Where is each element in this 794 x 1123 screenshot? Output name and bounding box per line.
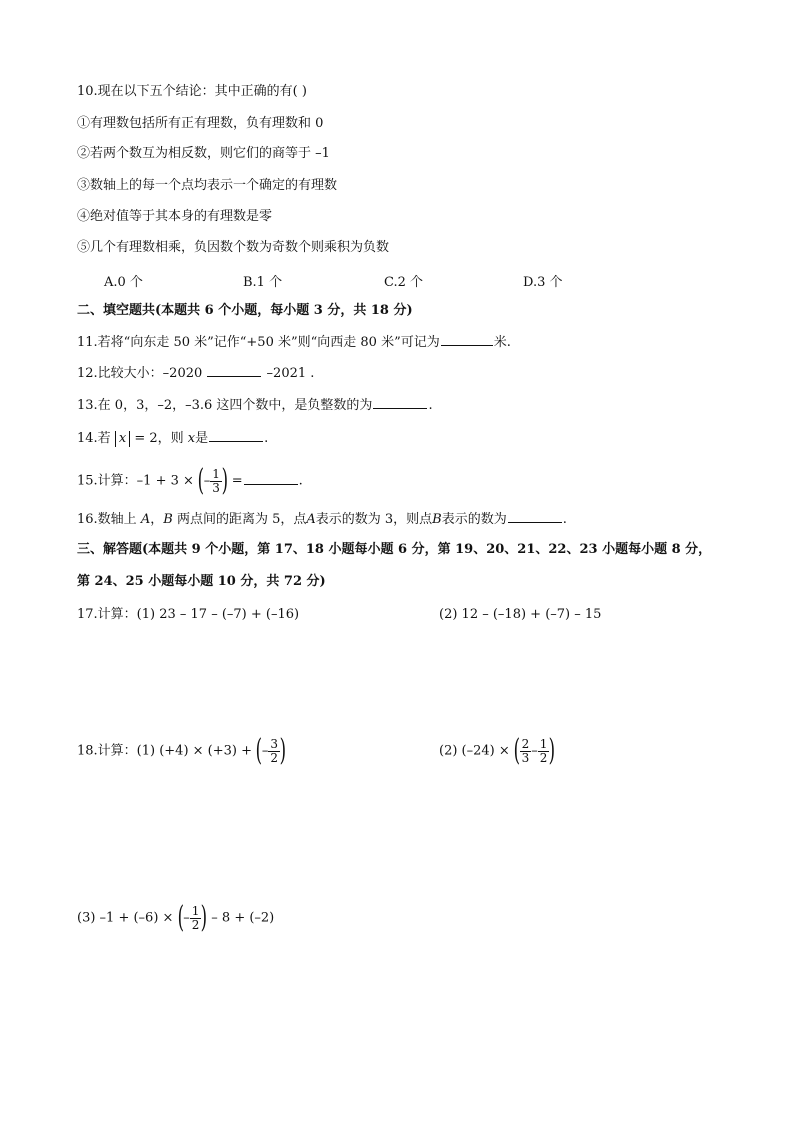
q11-text: 11.若将“向东走 50 米”记作“+50 米”则“向西走 80 米”可记为: [77, 335, 440, 350]
q13: [77, 396, 433, 415]
q18-1-numerator: 3: [270, 736, 279, 751]
q14-is: 是: [195, 431, 209, 446]
q17-part1: 17.计算：(1) 23 – 17 – (–7) + (–16): [77, 607, 300, 622]
q16-answer-blank[interactable]: [508, 510, 562, 523]
q11-unit: 米.: [493, 335, 511, 350]
q11-answer-blank[interactable]: [441, 333, 493, 346]
q15: [77, 463, 303, 498]
q10-statement-1: ①有理数包括所有正有理数，负有理数和 0: [77, 116, 324, 131]
q16-point-b: B: [163, 512, 173, 527]
q10-statement-4: ④绝对值等于其本身的有理数是零: [77, 209, 273, 224]
q18-1-fraction: [268, 738, 280, 765]
q15-end: .: [298, 473, 303, 489]
q10-option-c[interactable]: C.2 个: [384, 275, 424, 290]
q18-part1: [77, 733, 287, 768]
q14-text: 14.若: [77, 431, 111, 446]
q12-text-end: –2021 .: [266, 366, 315, 381]
q14-abs-x: x: [115, 431, 130, 447]
q12: [77, 364, 314, 383]
q18-2-op: –: [531, 743, 538, 759]
q18-3-minus: –: [183, 910, 190, 926]
q15-numerator: 1: [212, 466, 220, 481]
q18-part3: [77, 900, 275, 935]
q11: [77, 333, 511, 352]
q15-denominator: 3: [212, 480, 220, 495]
q14-eq: = 2，则: [134, 431, 184, 446]
q16-text-4: 表示的数为: [441, 512, 507, 527]
q10-statement-3: ③数轴上的每一个点均表示一个确定的有理数: [77, 178, 338, 193]
q18-3-paren-open: (: [177, 900, 184, 935]
q10-option-b[interactable]: B.1 个: [243, 275, 283, 290]
q14-var: x: [187, 431, 196, 446]
q10-option-a[interactable]: A.0 个: [104, 275, 143, 290]
q16-point-b2: B: [432, 512, 442, 527]
q14-end: .: [264, 431, 269, 446]
q18-3-text: (3) –1 + (–6) ×: [77, 910, 174, 926]
q18-3-text-end: – 8 + (–2): [211, 910, 275, 926]
q18-2-text: (2) (–24) ×: [439, 743, 510, 759]
q18-1-denominator: 2: [270, 750, 279, 765]
q18-1-paren-open: (: [255, 733, 263, 768]
q18-3-paren-close: ): [201, 900, 208, 935]
q15-fraction: [210, 468, 222, 495]
section3-heading-line1: 三、解答题(本题共 9 个小题，第 17、18 小题每小题 6 分，第 19、20、21、22、23 小题每小题 8 分，: [77, 542, 712, 557]
q13-end: .: [428, 398, 433, 413]
q18-2-numerator-1: 2: [521, 736, 530, 751]
q10-statement-5: ⑤几个有理数相乘，负因数个数为奇数个则乘积为负数: [77, 240, 390, 255]
q16-point-a2: A: [306, 512, 316, 527]
section3-heading-line2: 第 24、25 小题每小题 10 分，共 72 分): [77, 574, 326, 589]
q18-1-paren-close: ): [279, 733, 287, 768]
q18-2-fraction-1: [520, 738, 532, 765]
q18-2-denominator-1: 3: [521, 750, 530, 765]
q15-minus: –: [203, 473, 211, 489]
q10-statement-2: ②若两个数互为相反数，则它们的商等于 –1: [77, 146, 330, 161]
q18-2-paren-close: ): [549, 733, 556, 768]
q15-paren-close: ): [221, 463, 228, 498]
q18-3-denominator: 2: [191, 917, 200, 932]
section2-heading: 二、填空题共(本题共 6 个小题，每小题 3 分，共 18 分): [77, 303, 413, 318]
q18-2-numerator-2: 1: [539, 736, 548, 751]
q18-2-denominator-2: 2: [539, 750, 548, 765]
q18-1-minus: –: [261, 743, 269, 759]
q12-text: 12.比较大小：–2020: [77, 366, 203, 381]
q13-answer-blank[interactable]: [373, 396, 427, 409]
q15-eq: =: [231, 473, 243, 489]
q15-answer-blank[interactable]: [244, 472, 298, 485]
q16-text-2: 两点间的距离为 5，点: [176, 512, 307, 527]
q18-part2: [439, 733, 556, 768]
q16-end: .: [562, 512, 567, 527]
q17-part2: (2) 12 – (–18) + (–7) – 15: [439, 607, 602, 622]
q16-text-1: 16.数轴上: [77, 512, 137, 527]
q10-option-d[interactable]: D.3 个: [523, 275, 563, 290]
q16-sep: ，: [150, 512, 164, 527]
q10-stem: 10.现在以下五个结论：其中正确的有( ): [77, 84, 307, 99]
q18-2-paren-open: (: [513, 733, 520, 768]
q13-text: 13.在 0，3，–2，–3.6 这四个数中，是负整数的为: [77, 398, 373, 413]
q14-answer-blank[interactable]: [209, 429, 263, 442]
q16: [77, 510, 567, 529]
q16-text-3: 表示的数为 3，则点: [315, 512, 433, 527]
q15-paren-open: (: [197, 463, 205, 498]
q18-3-numerator: 1: [191, 903, 200, 918]
q18-1-text: 18.计算：(1) (+4) × (+3) +: [77, 743, 253, 759]
q15-text: 15.计算：–1 + 3 ×: [77, 473, 194, 489]
q14: [77, 429, 268, 448]
q16-point-a: A: [140, 512, 151, 527]
q12-answer-blank[interactable]: [207, 364, 261, 377]
